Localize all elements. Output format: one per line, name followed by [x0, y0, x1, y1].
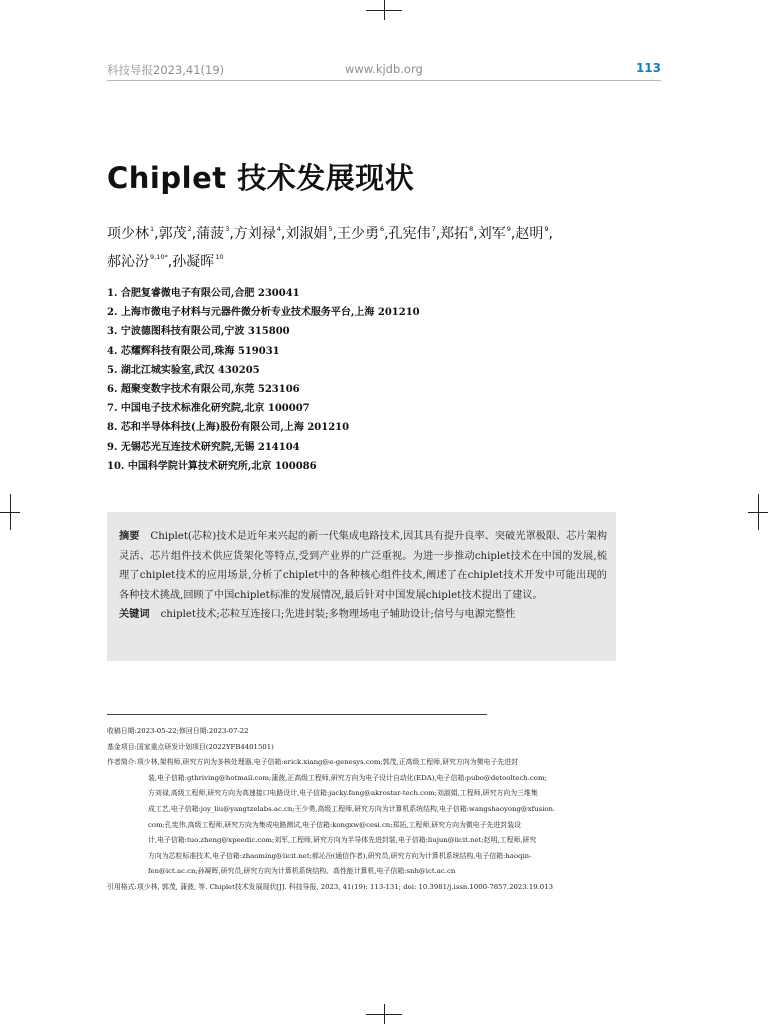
footnotes	[107, 724, 661, 896]
author-intro-line: com;孔宪伟,高级工程师,研究方向为集成电路测试,电子信箱:kongxw@cesi.cn;郑拓,工程师,研究方向为微电子先进封装设	[148, 820, 521, 829]
author-name: 郑拓	[440, 226, 469, 242]
author-affiliation-mark: 8	[469, 225, 474, 233]
author-list: 项少林$^1$,郭茂$^2$,蒲菠$^3$,方刘禄$^4$,刘淑娟$^5$,王少勇$^6$,孔宪伟$^7$,郑拓$^8$,刘军$^9$,赵明$^9$, 郝沁汾$^{9,10*}$,孙凝晖$^{10}$	[107, 225, 553, 270]
author-affiliation-mark: 9	[544, 225, 549, 233]
funding: 基金项目:国家重点研发计划项目(2022YFB4401501)	[107, 742, 274, 751]
affiliation-item: 2. 上海市微电子材料与元器件微分析专业技术服务平台,上海 201210	[107, 307, 420, 319]
author-affiliation-mark: 9,10*	[150, 253, 168, 261]
affiliation-item: 5. 湖北江城实验室,武汉 430205	[107, 364, 260, 376]
affiliation-list	[107, 284, 420, 476]
keywords-label: 关键词	[119, 608, 150, 620]
author-name: 项少林	[107, 226, 149, 242]
affiliation-item: 10. 中国科学院计算技术研究所,北京 100086	[107, 460, 317, 472]
author-name: 赵明	[515, 226, 544, 242]
received-date: 收稿日期:2023-05-22;修回日期:2023-07-22	[107, 727, 249, 735]
affiliation-item: 3. 宁波德图科技有限公司,宁波 315800	[107, 326, 290, 338]
author-name: 刘淑娟	[285, 226, 328, 242]
abstract-paragraph	[119, 527, 607, 605]
author-affiliation-mark: 6	[379, 225, 385, 233]
citation-format: 引用格式:项少林, 郭茂, 蒲菠, 等. Chiplet技术发展现状[J]. 科技导报, 2023, 41(19): 113-131; doi: 10.3981/j.issn.1000-7857.2023.19.013	[107, 882, 553, 891]
author-name: 郝沁汾	[107, 254, 149, 270]
author-affiliation-mark: 9	[506, 225, 511, 233]
author-intro-line: 作者简介:项少林,架构师,研究方向为多核处理器,电子信箱:erick.xiang@e-genesys.com;郭茂,正高级工程师,研究方向为微电子先进封	[107, 758, 519, 767]
author-name: 蒲菠	[196, 226, 225, 242]
keywords-paragraph	[119, 605, 607, 625]
author-affiliation-mark: 2	[187, 225, 192, 233]
affiliation-item: 8. 芯和半导体科技(上海)股份有限公司,上海 201210	[107, 422, 350, 434]
author-intro-line: fen@ict.ac.cn;孙凝晖,研究员,研究方向为计算机系统结构、高性能计算机,电子信箱:snh@ict.ac.cn	[148, 867, 456, 876]
author-affiliation-mark: 1	[150, 225, 155, 233]
crop-mark-bottom-bar	[366, 1014, 402, 1015]
abstract-box	[107, 512, 616, 661]
author-name: 郭茂	[158, 226, 187, 242]
author-affiliation-mark: 7	[431, 225, 436, 233]
crop-mark-left-bar	[10, 494, 11, 530]
author-intro-line: 计,电子信箱:tuo.zheng@xpeedic.com;刘军,工程师,研究方向为半导体先进封装,电子信箱:liujun@iicit.net;赵明,工程师,研究	[148, 836, 537, 845]
crop-mark-right-bar	[758, 494, 759, 530]
page-number: 113	[635, 61, 661, 75]
journal-url[interactable]: www.kjdb.org	[345, 62, 423, 76]
author-name: 孔宪伟	[388, 226, 431, 242]
affiliation-item: 4. 芯耀辉科技有限公司,珠海 519031	[107, 345, 280, 357]
author-affiliation-mark: 5	[328, 225, 333, 233]
author-name: 刘军	[477, 226, 506, 242]
affiliation-item: 1. 合肥复睿微电子有限公司,合肥 230041	[107, 288, 300, 299]
affiliation-item: 6. 超聚变数字技术有限公司,东莞 523106	[107, 384, 300, 396]
author-affiliation-mark: 3	[225, 225, 230, 233]
author-name: 孙凝晖	[172, 254, 215, 270]
author-name: 王少勇	[336, 226, 379, 242]
affiliation-item: 9. 无锡芯光互连技术研究院,无锡 214104	[107, 441, 300, 453]
author-intro-line: 方向为芯粒标准技术,电子信箱:zhaoming@iicit.net;郝沁汾(通信作者),研究员,研究方向为计算机系统结构,电子信箱:haoqin-	[148, 851, 532, 860]
author-intro-line: 装,电子信箱:gthriving@hotmail.com;蒲菠,正高级工程师,研究方向为电子设计自动化(EDA),电子信箱:pubo@detooltech.com;	[148, 773, 547, 782]
author-intro-line: 方刘禄,高级工程师,研究方向为高速接口电路设计,电子信箱:jacky.fang@akrostar-tech.com;刘淑娟,工程师,研究方向为三维集	[148, 789, 538, 798]
abstract-text: Chiplet(芯粒)技术是近年来兴起的新一代集成电路技术,因其具有提升良率、突破光罩极限、芯片架构灵活、芯片组件技术供应货架化等特点,受到产业界的广泛重视。为进一步推动chiplet技术在中国的发展,梳理了chiplet技术的应用场景,分析了chiplet中的各种核心组件技术,阐述了在chiplet技术开发中可能出现的各种技术挑战,回顾了中国chiplet标准的发展情况,最后针对中国发展chiplet技术提出了建议。	[119, 531, 608, 601]
author-name: 方刘禄	[233, 226, 276, 242]
affiliation-item: 7. 中国电子技术标准化研究院,北京 100007	[107, 403, 310, 415]
journal-header: 科技导报2023,41(19)	[107, 63, 225, 77]
paper-title: Chiplet 技术发展现状	[107, 161, 415, 195]
author-intro-line: 成工艺,电子信箱:joy_liu@yangtzelabs.ac.cn;王少勇,高级工程师,研究方向为计算机系统结构,电子信箱:wangshaoyong@xfusion.	[148, 804, 556, 813]
abstract-label: 摘要	[119, 530, 140, 542]
keywords-text: chiplet技术;芯粒互连接口;先进封装;多物理场电子辅助设计;信号与电源完整性	[160, 609, 516, 620]
crop-mark-top-bar	[366, 10, 402, 11]
footnote-rule	[107, 714, 487, 715]
header-rule	[107, 80, 661, 81]
author-affiliation-mark: 4	[276, 225, 281, 233]
author-affiliation-mark: 10	[215, 253, 224, 261]
